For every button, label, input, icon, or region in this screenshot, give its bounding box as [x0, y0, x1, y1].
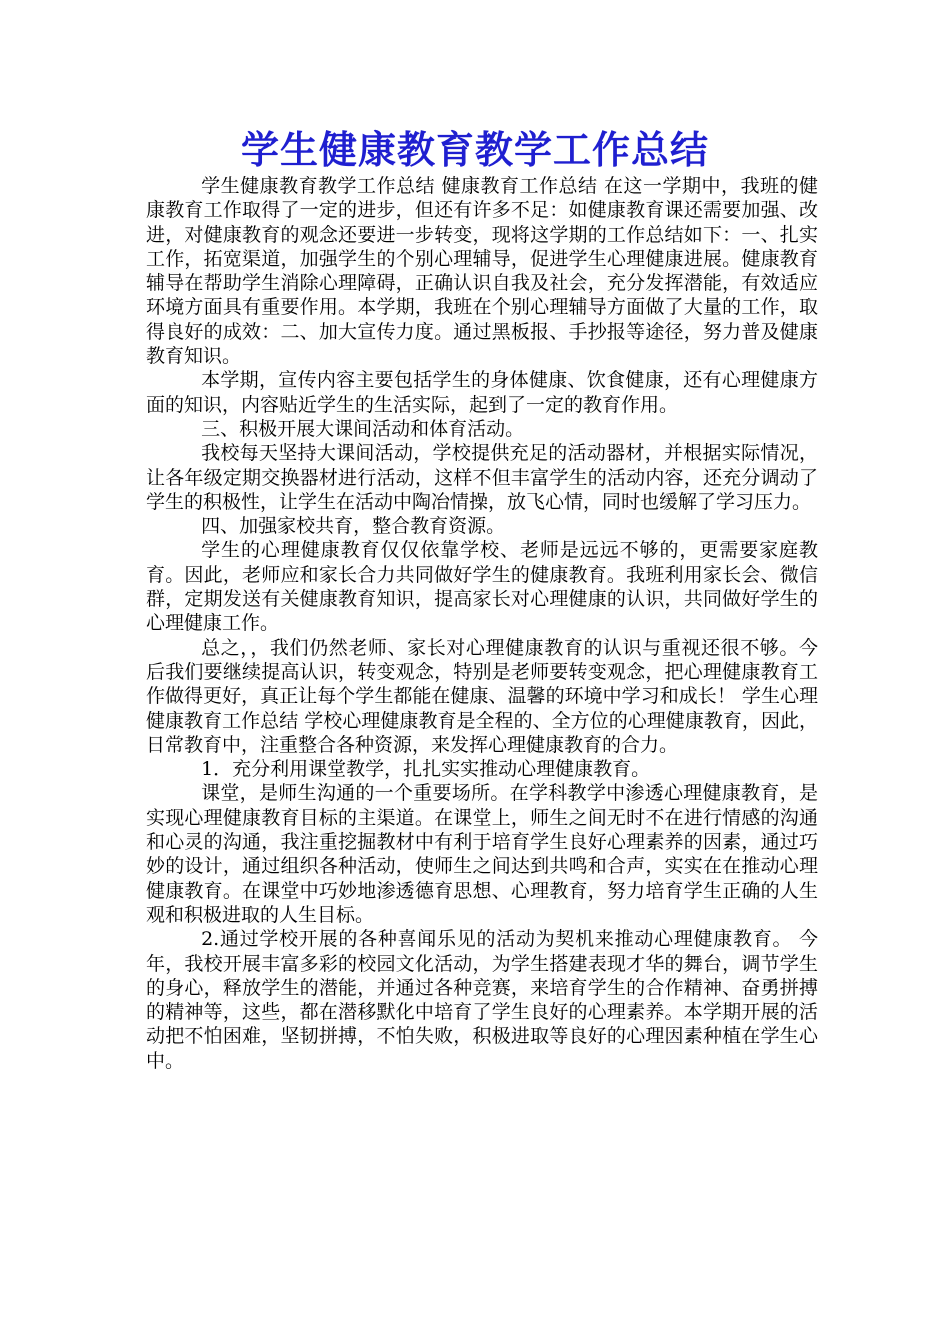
paragraph: 总之，，我们仍然老师、家长对心理健康教育的认识与重视还很不够。今后我们要继续提高认识，转变观念，特别是老师要转变观念，把心理健康教育工作做得更好，真正让每个学生都能在健康、温馨的环境中学习和成长！ 学生心理健康教育工作总结 学校心理健康教育是全程的、全方位的心理健康教育，因此，日常教育中，注重整合各种资源，来发挥心理健康教育的合力。 — [146, 636, 818, 756]
paragraph: 学生的心理健康教育仅仅依靠学校、老师是远远不够的，更需要家庭教育。因此，老师应和家长合力共同做好学生的健康教育。我班利用家长会、微信群，定期发送有关健康教育知识，提高家长对心理健康的认识，共同做好学生的心理健康工作。 — [146, 539, 818, 635]
paragraph: 2.通过学校开展的各种喜闻乐见的活动为契机来推动心理健康教育。 今年，我校开展丰富多彩的校园文化活动，为学生搭建表现才华的舞台，调节学生的身心，释放学生的潜能，并通过各种竞赛，来培育学生的合作精神、奋勇拼搏的精神等，这些，都在潜移默化中培育了学生良好的心理素养。本学期开展的活动把不怕困难，坚韧拼搏，不怕失败，积极进取等良好的心理因素种植在学生心中。 — [146, 928, 818, 1072]
paragraph: 课堂，是师生沟通的一个重要场所。在学科教学中渗透心理健康教育，是实现心理健康教育目标的主渠道。在课堂上，师生之间无时不在进行情感的沟通和心灵的沟通，我注重挖掘教材中有利于培育学生良好心理素养的因素，通过巧妙的设计，通过组织各种活动，使师生之间达到共鸣和合声，实实在在推动心理健康教育。在课堂中巧妙地渗透德育思想、心理教育，努力培育学生正确的人生观和积极进取的人生目标。 — [146, 782, 818, 926]
section-heading: 1．充分利用课堂教学，扎扎实实推动心理健康教育。 — [201, 758, 651, 781]
document-body — [146, 174, 818, 1073]
paragraph: 我校每天坚持大课间活动，学校提供充足的活动器材，并根据实际情况，让各年级定期交换器材进行活动，这样不但丰富学生的活动内容，还充分调动了学生的积极性，让学生在活动中陶冶情操，放飞心情，同时也缓解了学习压力。 — [146, 442, 818, 513]
paragraph: 本学期，宣传内容主要包括学生的身体健康、饮食健康，还有心理健康方面的知识，内容贴近学生的生活实际，起到了一定的教育作用。 — [146, 369, 818, 416]
section-heading: 四、加强家校共育，整合教育资源。 — [201, 515, 506, 538]
document-title: 学生健康教育教学工作总结 — [240, 127, 709, 172]
section-heading: 三、积极开展大课间活动和体育活动。 — [201, 417, 525, 440]
paragraph: 学生健康教育教学工作总结 健康教育工作总结 在这一学期中，我班的健康教育工作取得了一定的进步，但还有许多不足：如健康教育课还需要加强、改进，对健康教育的观念还要进一步转变，现将这学期的工作总结如下：一、扎实工作，拓宽渠道，加强学生的个别心理辅导，促进学生心理健康进展。健康教育辅导在帮助学生消除心理障碍，正确认识自我及社会，充分发挥潜能，有效适应环境方面具有重要作用。本学期，我班在个别心理辅导方面做了大量的工作，取得良好的成效：二、加大宣传力度。通过黑板报、手抄报等途径，努力普及健康教育知识。 — [146, 175, 818, 368]
